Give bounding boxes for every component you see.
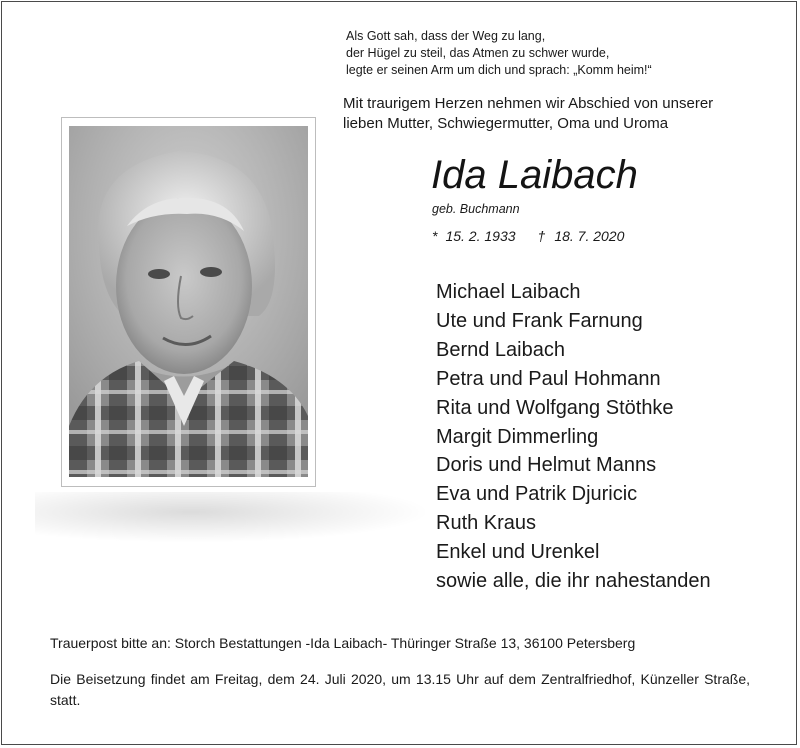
birth-symbol: * (432, 228, 438, 244)
burial-note: Die Beisetzung findet am Freitag, dem 24. Juli 2020, um 13.15 Uhr auf dem Zentralfriedhof, Künzeller Straße, statt. (50, 671, 750, 708)
mourner-name: Eva und Patrik Djuricic (436, 483, 638, 506)
poem-line: Als Gott sah, dass der Weg zu lang, (346, 29, 546, 43)
mourner-name: Ute und Frank Farnung (436, 309, 643, 332)
mourner-name: Petra und Paul Hohmann (436, 367, 661, 390)
intro-text (343, 94, 713, 134)
mourner-name: Doris und Helmut Manns (436, 454, 657, 477)
mourner-name: Rita und Wolfgang Stöthke (436, 396, 674, 419)
poem-line: der Hügel zu steil, das Atmen zu schwer wurde, (346, 46, 610, 60)
life-dates (432, 228, 624, 244)
portrait-frame (61, 117, 316, 487)
mourner-name: Enkel und Urenkel (436, 541, 600, 564)
portrait-image (69, 126, 308, 477)
mourner-name: Michael Laibach (436, 281, 581, 303)
portrait-photo (69, 126, 308, 477)
mourners-list (436, 278, 711, 596)
poem-line: legte er seinen Arm um dich und sprach: „Komm heim!“ (346, 63, 652, 77)
deceased-name: Ida Laibach (431, 153, 638, 197)
mourner-name: Margit Dimmerling (436, 425, 599, 448)
maiden-name: geb. Buchmann (432, 202, 520, 216)
mail-note: Trauerpost bitte an: Storch Bestattungen -Ida Laibach- Thüringer Straße 13, 36100 Petersberg (50, 635, 636, 651)
poem (346, 28, 652, 79)
intro-line: lieben Mutter, Schwiegermutter, Oma und Uroma (343, 115, 669, 132)
mourner-name: Ruth Kraus (436, 512, 537, 535)
intro-line: Mit traurigem Herzen nehmen wir Abschied von unserer (343, 95, 714, 112)
death-date: 18. 7. 2020 (554, 228, 625, 244)
mourner-name: sowie alle, die ihr nahestanden (436, 570, 711, 593)
photo-shadow (35, 492, 425, 542)
mourner-name: Bernd Laibach (436, 338, 565, 361)
death-symbol: † (537, 228, 546, 244)
birth-date: 15. 2. 1933 (445, 228, 516, 244)
